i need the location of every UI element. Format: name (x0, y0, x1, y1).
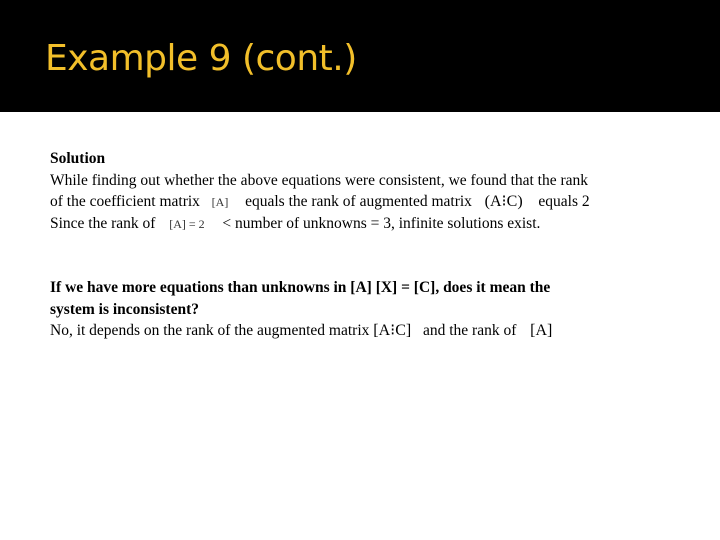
question-line-1: If we have more equations than unknowns in [A] [X] = [C], does it mean the (50, 279, 551, 296)
paragraph-line-3 (50, 213, 690, 235)
solution-heading: Solution (50, 150, 106, 167)
math-rank-a-equals-2: [A] = 2 (169, 216, 205, 231)
text-run: equals 2 (538, 193, 590, 210)
slide-body (50, 148, 690, 342)
text-run: No, it depends on the rank of the augmented matrix (50, 322, 370, 339)
paragraph-line-2 (50, 191, 690, 213)
text-run: and the rank of (422, 322, 517, 339)
slide-title: Example 9 (cont.) (45, 38, 357, 79)
math-augmented-matrix: (A⁝C) (484, 193, 523, 210)
text-run: equals the rank of augmented matrix (245, 193, 472, 210)
question-line-2: system is inconsistent? (50, 300, 199, 318)
math-matrix-a-2: [A] (530, 322, 553, 339)
math-matrix-a: [A] (211, 195, 229, 209)
paragraph-line-1 (50, 170, 690, 192)
text-run: < number of unknowns = 3, infinite solutions exist. (222, 214, 541, 232)
answer-line (50, 320, 690, 342)
text-run: Since the rank of (50, 214, 156, 232)
title-bar (0, 0, 720, 112)
text-run: While finding out whether the above equations were consistent, we found that the rank (50, 171, 589, 189)
text-run: of the coefficient matrix (50, 193, 200, 210)
math-augmented-matrix-2: [A⁝C] (373, 322, 412, 339)
